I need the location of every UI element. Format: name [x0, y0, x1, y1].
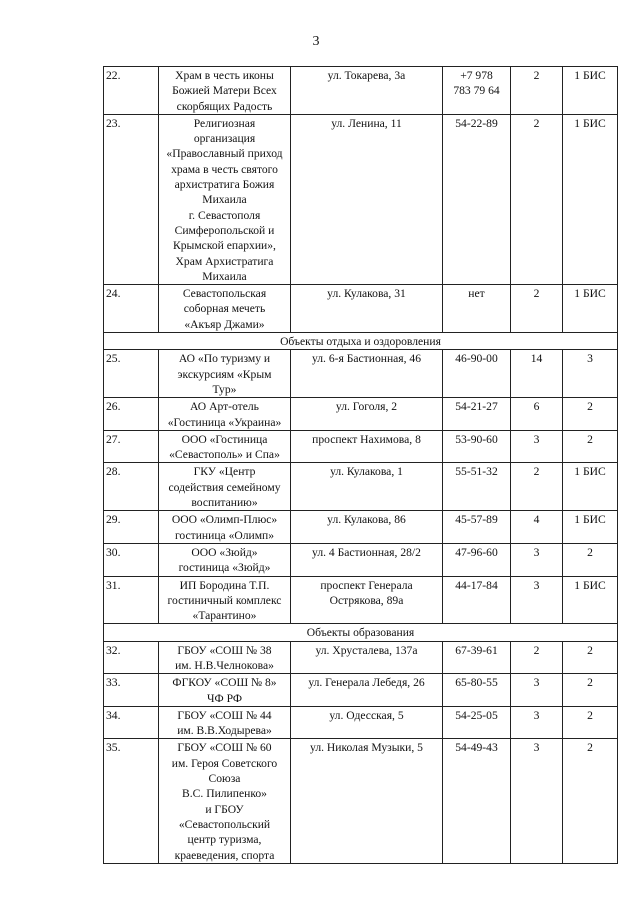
object-name-line: храма в честь святого	[171, 162, 278, 176]
page-number: 3	[312, 34, 320, 49]
object-address-line: ул. Генерала Лебедя, 26	[308, 676, 425, 690]
object-name-line: ООО «Олимп-Плюс»	[171, 513, 278, 527]
object-name	[159, 285, 291, 333]
object-phone	[443, 641, 511, 674]
object-name	[159, 576, 291, 624]
object-name-line: Храм в честь иконы	[175, 69, 274, 82]
col-b-value: 1 БИС	[563, 114, 618, 284]
object-name-line: Михаила	[202, 269, 247, 283]
object-address-line: ул. Одесская, 5	[329, 708, 404, 722]
object-name-line: «Акъяр Джами»	[184, 317, 265, 331]
row-number: 34.	[104, 706, 159, 739]
row-number: 22.	[104, 67, 159, 115]
row-number: 30.	[104, 543, 159, 576]
object-name-line: центр туризма,	[187, 833, 262, 847]
object-name-line: ГБОУ «СОШ № 60	[177, 741, 272, 755]
object-address	[291, 576, 443, 624]
col-a-value: 2	[511, 114, 563, 284]
col-a-value: 3	[511, 543, 563, 576]
col-a-value: 2	[511, 641, 563, 674]
object-name-line: Михаила	[202, 193, 247, 207]
object-address-line: ул. Кулакова, 1	[330, 465, 403, 479]
col-a-value: 3	[511, 706, 563, 739]
col-b-value: 2	[563, 739, 618, 863]
object-address	[291, 285, 443, 333]
object-phone	[443, 576, 511, 624]
section-header-row	[104, 333, 618, 350]
object-phone-line: 47-96-60	[455, 545, 498, 559]
object-phone	[443, 67, 511, 115]
object-address-line: ул. 6-я Бастионная, 46	[311, 352, 422, 366]
object-name-line: организация	[193, 132, 256, 146]
col-a-value: 3	[511, 576, 563, 624]
object-name	[159, 430, 291, 463]
object-phone	[443, 674, 511, 707]
row-number: 29.	[104, 511, 159, 544]
object-name	[159, 511, 291, 544]
object-name	[159, 463, 291, 511]
col-a-value: 6	[511, 398, 563, 431]
object-phone-line: 45-57-89	[455, 513, 498, 527]
section-header-row	[104, 624, 618, 641]
object-name-line: Крымской епархии»,	[173, 239, 276, 253]
object-name-line: гостиница «Зюйд»	[178, 561, 271, 575]
object-name-line: архистратига Божия	[174, 178, 275, 192]
object-name-line: воспитанию»	[191, 496, 258, 510]
col-b-value: 2	[563, 674, 618, 707]
row-number: 24.	[104, 285, 159, 333]
object-phone	[443, 543, 511, 576]
object-name-line: им. Н.В.Челнокова»	[175, 658, 274, 672]
object-address-line: проспект Генерала	[320, 578, 413, 592]
object-name-line: ФГКОУ «СОШ № 8»	[172, 676, 277, 690]
object-name-line: и ГБОУ	[205, 802, 244, 816]
col-a-value: 3	[511, 430, 563, 463]
table-row	[104, 430, 618, 463]
col-a-value: 4	[511, 511, 563, 544]
object-name-line: им. В.В.Ходырева»	[177, 724, 272, 738]
object-address	[291, 350, 443, 398]
object-name-line: ООО «Гостиница	[181, 432, 268, 446]
table-row	[104, 543, 618, 576]
object-name-line: скорбящих Радость	[176, 99, 273, 113]
object-address	[291, 641, 443, 674]
row-number: 25.	[104, 350, 159, 398]
object-name-line: ИП Бородина Т.П.	[179, 578, 270, 592]
col-b-value: 3	[563, 350, 618, 398]
object-name	[159, 674, 291, 707]
object-name-line: Божией Матери Всех	[172, 84, 277, 98]
object-address	[291, 430, 443, 463]
table-row	[104, 511, 618, 544]
col-b-value: 1 БИС	[563, 576, 618, 624]
row-number: 32.	[104, 641, 159, 674]
object-address-line: ул. Хрусталева, 137а	[315, 643, 418, 657]
object-phone-line: 54-49-43	[455, 741, 498, 755]
table-row	[104, 114, 618, 284]
object-phone-line: +7 978	[460, 69, 493, 82]
object-name-line: Симферопольской и	[174, 223, 275, 237]
col-b-value: 2	[563, 543, 618, 576]
table-row	[104, 67, 618, 115]
object-address-line: ул. Николая Музыки, 5	[310, 741, 423, 755]
object-name-line: ГБОУ «СОШ № 38	[177, 643, 272, 657]
object-phone-line: 46-90-00	[455, 352, 498, 366]
object-name	[159, 641, 291, 674]
object-name	[159, 739, 291, 863]
object-phone	[443, 350, 511, 398]
object-name-line: краеведения, спорта	[174, 848, 275, 862]
object-name	[159, 350, 291, 398]
object-phone-line: 54-21-27	[455, 400, 498, 414]
col-b-value: 2	[563, 706, 618, 739]
object-name	[159, 543, 291, 576]
object-phone	[443, 398, 511, 431]
object-name-line: ООО «Зюйд»	[191, 545, 258, 559]
object-address	[291, 114, 443, 284]
object-name-line: Тур»	[212, 382, 237, 396]
col-b-value: 1 БИС	[563, 463, 618, 511]
table-row	[104, 739, 618, 863]
table-row	[104, 398, 618, 431]
object-name-line: «Севастополь» и Спа»	[169, 448, 280, 462]
object-name-line: ГКУ «Центр	[193, 465, 256, 479]
table-row	[104, 576, 618, 624]
table-body	[104, 67, 618, 864]
row-number: 23.	[104, 114, 159, 284]
col-b-value: 1 БИС	[563, 511, 618, 544]
object-address	[291, 511, 443, 544]
table-row	[104, 674, 618, 707]
col-a-value: 2	[511, 67, 563, 115]
object-address	[291, 706, 443, 739]
table-row	[104, 706, 618, 739]
object-name-line: гостиница «Олимп»	[174, 528, 275, 542]
table-row	[104, 641, 618, 674]
section-title: Объекты образования	[104, 624, 618, 641]
object-name-line: соборная мечеть	[183, 302, 266, 316]
object-name-line: Севастопольская	[182, 287, 267, 301]
col-b-value: 2	[563, 398, 618, 431]
row-number: 27.	[104, 430, 159, 463]
object-phone-line: 44-17-84	[455, 578, 498, 592]
object-phone-line: 54-25-05	[455, 708, 498, 722]
object-name-line: Религиозная	[193, 116, 256, 130]
object-address-line: ул. Гоголя, 2	[335, 400, 398, 414]
object-phone	[443, 739, 511, 863]
row-number: 31.	[104, 576, 159, 624]
object-name-line: Союза	[208, 772, 241, 786]
object-phone	[443, 430, 511, 463]
object-name	[159, 398, 291, 431]
object-phone-line: 55-51-32	[455, 465, 498, 479]
object-address	[291, 543, 443, 576]
row-number: 28.	[104, 463, 159, 511]
object-address-line: Острякова, 89а	[329, 593, 404, 607]
object-name-line: Храм Архистратига	[175, 254, 274, 268]
col-a-value: 14	[511, 350, 563, 398]
row-number: 35.	[104, 739, 159, 863]
col-a-value: 3	[511, 674, 563, 707]
object-address	[291, 739, 443, 863]
col-b-value: 1 БИС	[563, 285, 618, 333]
table-row	[104, 285, 618, 333]
objects-table	[103, 66, 618, 864]
object-phone-line: 65-80-55	[455, 676, 498, 690]
col-a-value: 2	[511, 463, 563, 511]
object-address-line: ул. Токарева, 3а	[327, 69, 406, 82]
object-name-line: содействия семейному	[168, 480, 281, 494]
object-address	[291, 398, 443, 431]
object-name-line: В.С. Пилипенко»	[182, 787, 267, 801]
object-name-line: «Севастопольский	[178, 817, 271, 831]
col-a-value: 3	[511, 739, 563, 863]
object-name-line: АО «По туризму и	[178, 352, 271, 366]
object-phone	[443, 463, 511, 511]
col-b-value: 2	[563, 641, 618, 674]
object-phone	[443, 285, 511, 333]
object-name	[159, 114, 291, 284]
object-name-line: им. Героя Советского	[171, 756, 278, 770]
object-name-line: экскурсиям «Крым	[177, 367, 272, 381]
col-b-value: 2	[563, 430, 618, 463]
object-address-line: ул. Кулакова, 31	[327, 287, 406, 301]
row-number: 33.	[104, 674, 159, 707]
object-address	[291, 463, 443, 511]
section-title: Объекты отдыха и оздоровления	[104, 333, 618, 350]
object-name-line: ГБОУ «СОШ № 44	[177, 708, 272, 722]
object-address	[291, 67, 443, 115]
object-name-line: «Тарантино»	[192, 609, 257, 623]
table-row	[104, 350, 618, 398]
object-name-line: ЧФ РФ	[206, 691, 242, 705]
object-name-line: гостиничный комплекс	[167, 593, 282, 607]
object-name	[159, 706, 291, 739]
object-phone-line: 54-22-89	[455, 116, 498, 130]
object-name-line: «Православный приход	[166, 147, 283, 161]
object-phone	[443, 706, 511, 739]
object-name-line: г. Севастополя	[188, 208, 261, 222]
object-name-line: АО Арт-отель	[190, 400, 259, 414]
object-phone-line: 783 79 64	[453, 84, 500, 98]
object-phone-line: 67-39-61	[455, 643, 498, 657]
table-row	[104, 463, 618, 511]
object-address-line: ул. 4 Бастионная, 28/2	[312, 545, 421, 559]
object-phone	[443, 114, 511, 284]
object-name-line: «Гостиница «Украина»	[167, 415, 282, 429]
col-b-value: 1 БИС	[563, 67, 618, 115]
object-phone-line: нет	[468, 287, 485, 301]
object-phone	[443, 511, 511, 544]
object-name	[159, 67, 291, 115]
object-address-line: проспект Нахимова, 8	[312, 432, 421, 446]
row-number: 26.	[104, 398, 159, 431]
object-phone-line: 53-90-60	[455, 432, 498, 446]
object-address	[291, 674, 443, 707]
object-address-line: ул. Ленина, 11	[331, 116, 402, 130]
object-address-line: ул. Кулакова, 86	[327, 513, 406, 527]
col-a-value: 2	[511, 285, 563, 333]
